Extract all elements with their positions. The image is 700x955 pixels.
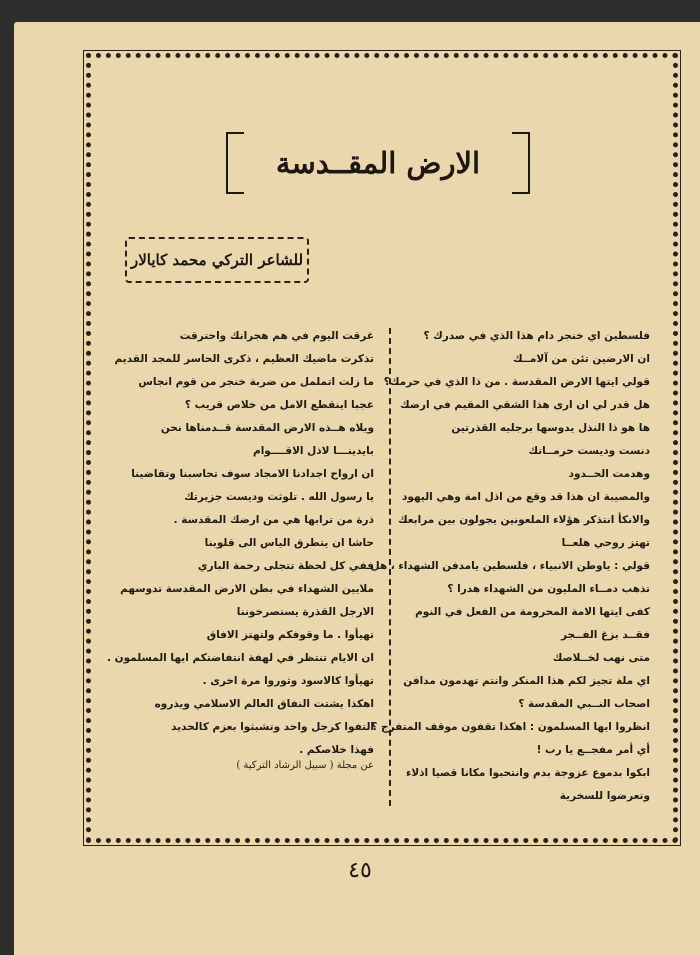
poem-line: الارجل القذرة يستصرخوننا xyxy=(236,606,374,618)
poem-line: ابكوا بدموع عزوجة بدم وانتحبوا مكانا قصيا اذلاء xyxy=(405,767,650,779)
poem-line: غرقت اليوم في هم هجرانك واحترقت xyxy=(179,330,374,342)
poem-line: ان ارواح اجدادنا الامجاد سوف تحاسبنا وتقاضينا xyxy=(131,468,374,480)
poem-line: اي ملة تجيز لكم هذا المنكر وانتم تهدمون مدافن xyxy=(403,675,650,687)
poem-line: هل قدر لي ان ارى هذا الشقي المقيم في ارضك xyxy=(399,399,650,411)
poem-line: فلسطين اي خنجر دام هذا الذي في صدرك ؟ xyxy=(423,330,650,342)
poem-line: ذرة من ترابها هي من ارضك المقدسة . xyxy=(173,514,374,526)
poem-line: دنست وديست حرمــاتك xyxy=(528,445,650,457)
poem-column-left xyxy=(106,325,374,762)
poem-line: قولي ايتها الارض المقدسة . من ذا الذي في حرمك؟ xyxy=(383,376,650,388)
author-frame xyxy=(125,237,309,283)
poem-line: ها هو ذا النذل يدوسها برجليه القذرتين xyxy=(451,422,650,434)
poem-line: تذهب دمــاء المليون من الشهداء هدرا ؟ xyxy=(447,583,650,595)
poem-line: قولي : ياوطن الانبياء ، فلسطين يامدفن الشهداء ، هل xyxy=(370,560,650,572)
poem-line: تهتز روحي هلعــا xyxy=(561,537,650,549)
poem-line: ان الايام تنتظر في لهفة انتفاضتكم ايها المسلمون . xyxy=(106,652,374,664)
poem-line: بايدينـــا لاذل الاقــــوام xyxy=(253,445,374,457)
poem-line: اصحاب النــبي المقدسة ؟ xyxy=(518,698,650,710)
poem-line: يا رسول الله . تلوثت وديست جزيرتك xyxy=(184,491,374,503)
poem-column-right xyxy=(370,325,650,808)
poem-line: حاشا ان يتطرق الياس الى قلوبنا xyxy=(204,537,374,549)
poem-line: التفوا كرجل واحد وتشبثوا بعزم كالحديد xyxy=(171,721,374,733)
page-title: الارض المقــدسة xyxy=(275,146,481,180)
poem-line: والانكأ انتذكر هؤلاء الملعونين يجولون بين مرابعك xyxy=(397,514,650,526)
source-citation: عن مجلة ( سبيل الرشاد التركية ) xyxy=(236,760,374,771)
poem-line: اهكذا يشتت النفاق العالم الاسلامي ويذروه xyxy=(154,698,374,710)
title-frame xyxy=(226,132,530,194)
poem-line: فقــد بزغ الفــجر xyxy=(560,629,650,641)
poem-line: ويلاه هــذه الارض المقدسة قــدمناها نحن xyxy=(160,422,374,434)
page-number: ٤٥ xyxy=(348,858,372,883)
poem-line: والمصيبة ان هذا قد وقع من اذل امة وهي اليهود xyxy=(402,491,650,503)
poem-line: ما زلت اتململ من ضربة خنجر من قوم انجاس xyxy=(138,376,374,388)
poem-line: كفى ايتها الامة المحرومة من الفعل في النوم xyxy=(415,606,650,618)
poem-line: ان الارضين تئن من آلامــك xyxy=(512,353,650,365)
poem-line: عجبا اينقطع الامل من خلاص قريب ؟ xyxy=(184,399,374,411)
poem-line: تهيأوا كالاسود وثوروا مرة اخرى . xyxy=(202,675,374,687)
poem-line: أي أمر مفجــع يا رب ! xyxy=(536,744,650,756)
poem-line: متى نهب لخــلاصك xyxy=(552,652,650,664)
poem-line: تذكرت ماضيك العظيم ، ذكرى الحاسر للمجد القديم xyxy=(114,353,374,365)
poem-line: فهذا خلاصكم . xyxy=(299,744,374,756)
poem-line: تهيأوا . ما وقوفكم ولتهتز الافاق xyxy=(206,629,374,641)
column-divider xyxy=(389,328,391,806)
poem-line: وهدمت الحــدود xyxy=(568,468,650,480)
author-line: للشاعر التركي محمد كايالار xyxy=(130,251,304,269)
poem-line: انظروا ايها المسلمون : اهكذا تقفون موقف المتفرج ؟ xyxy=(371,721,650,733)
poem-line: ملايين الشهداء في بطن الارض المقدسة تدوسهم xyxy=(120,583,374,595)
poem-line: وتعرضوا للسخرية xyxy=(559,790,650,802)
poem-line: ففي كل لحظة تتجلى رحمة الباري xyxy=(197,560,374,572)
